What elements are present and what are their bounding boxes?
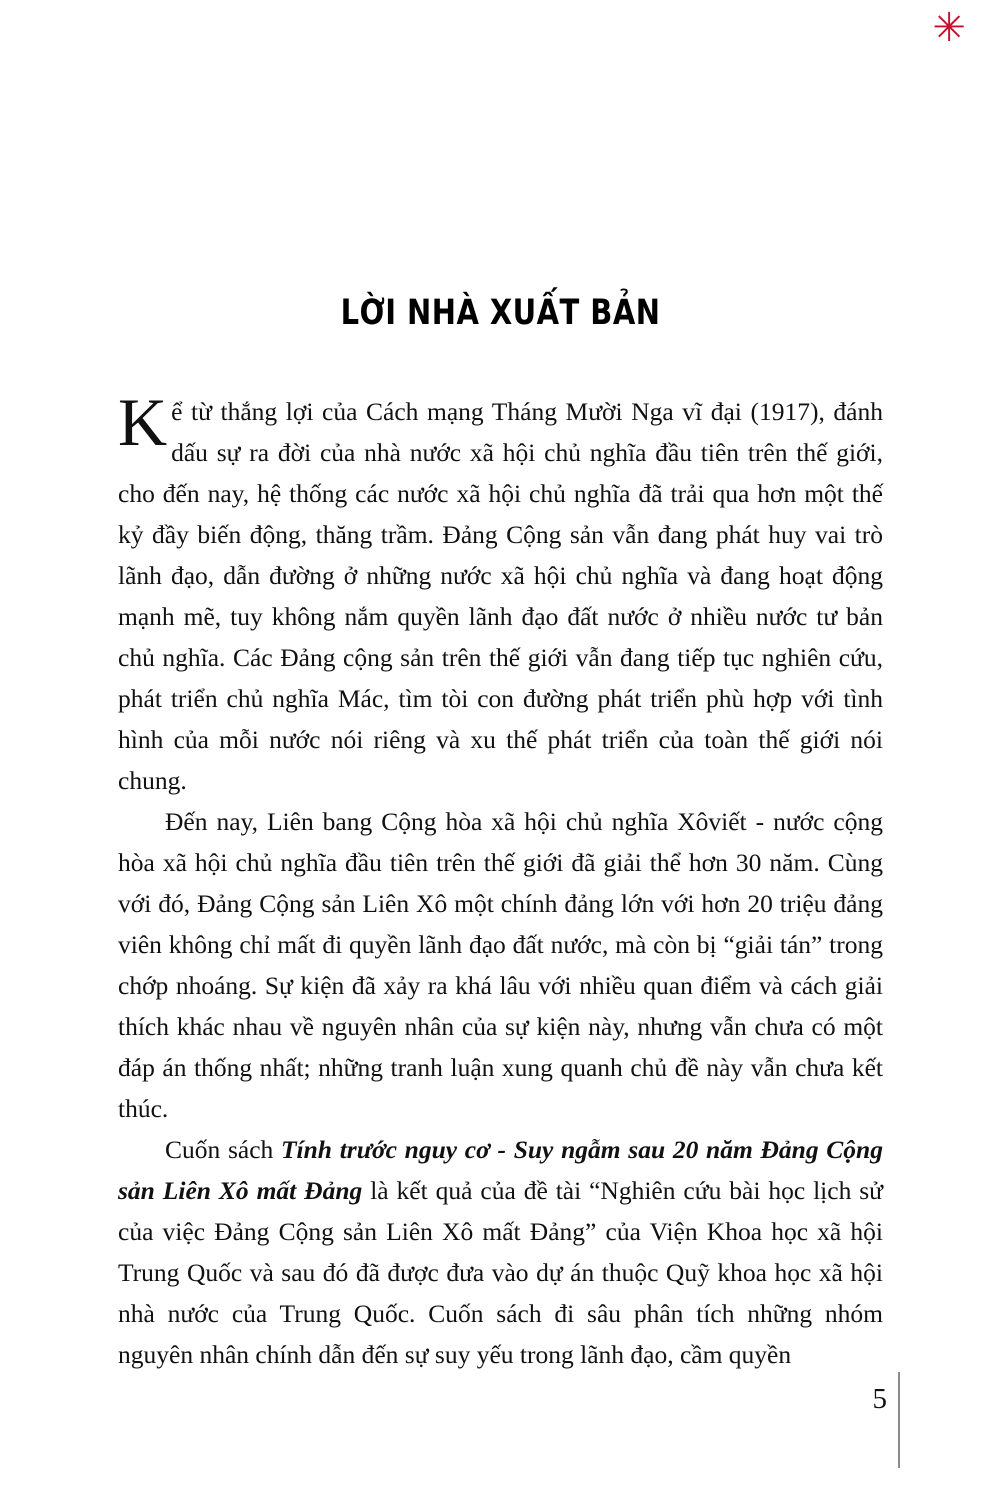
page-edge-rule (898, 1372, 900, 1468)
paragraph-2 (118, 801, 883, 1129)
page-content (118, 0, 883, 1490)
paragraph-3 (118, 1129, 883, 1375)
paragraph-2-text: Đến nay, Liên bang Cộng hòa xã hội chủ nghĩa Xôviết - nước cộng hòa xã hội chủ nghĩa đầu tiên trên thế giới đã giải thể hơn 30 năm. Cùng với đó, Đảng Cộng sản Liên Xô một chính đảng lớn với hơn 20 triệu đảng viên không chỉ mất đi quyền lãnh đạo đất nước, mà còn bị “giải tán” trong chớp nhoáng. Sự kiện đã xảy ra khá lâu với nhiều quan điểm và cách giải thích khác nhau về nguyên nhân của sự kiện này, nhưng vẫn chưa có một đáp án thống nhất; những tranh luận xung quanh chủ đề này vẫn chưa kết thúc. (118, 807, 883, 1123)
paragraph-1-text: ể từ thắng lợi của Cách mạng Tháng Mười Nga vĩ đại (1917), đánh dấu sự ra đời của nhà nước xã hội chủ nghĩa đầu tiên trên thế giới, cho đến nay, hệ thống các nước xã hội chủ nghĩa đã trải qua hơn một thế kỷ đầy biến động, thăng trầm. Đảng Cộng sản vẫn đang phát huy vai trò lãnh đạo, dẫn đường ở những nước xã hội chủ nghĩa và đang hoạt động mạnh mẽ, tuy không nắm quyền lãnh đạo đất nước ở nhiều nước tư bản chủ nghĩa. Các Đảng cộng sản trên thế giới vẫn đang tiếp tục nghiên cứu, phát triển chủ nghĩa Mác, tìm tòi con đường phát triển phù hợp với tình hình của mỗi nước nói riêng và xu thế phát triển của toàn thế giới nói chung. (118, 397, 883, 795)
page-number: 5 (872, 1383, 887, 1415)
book-title: Tính trước nguy cơ - Suy ngẫm sau 20 năm Đảng Cộng sản Liên Xô mất Đảng (118, 1135, 883, 1205)
paragraph-3-tail: là kết quả của đề tài “Nghiên cứu bài học lịch sử của việc Đảng Cộng sản Liên Xô mất Đảng” của Viện Khoa học xã hội Trung Quốc và sau đó đã được đưa vào dự án thuộc Quỹ khoa học xã hội nhà nước của Trung Quốc. Cuốn sách đi sâu phân tích những nhóm nguyên nhân chính dẫn đến sự suy yếu trong lãnh đạo, cầm quyền (118, 1176, 884, 1369)
paragraph-3-lead: Cuốn sách (165, 1135, 281, 1164)
body-text (118, 333, 883, 1375)
page-title: LỜI NHÀ XUẤT BẢN (340, 293, 661, 333)
asterisk-icon: ✳ (932, 5, 966, 51)
paragraph-1 (118, 384, 883, 801)
drop-cap: K (118, 384, 168, 460)
